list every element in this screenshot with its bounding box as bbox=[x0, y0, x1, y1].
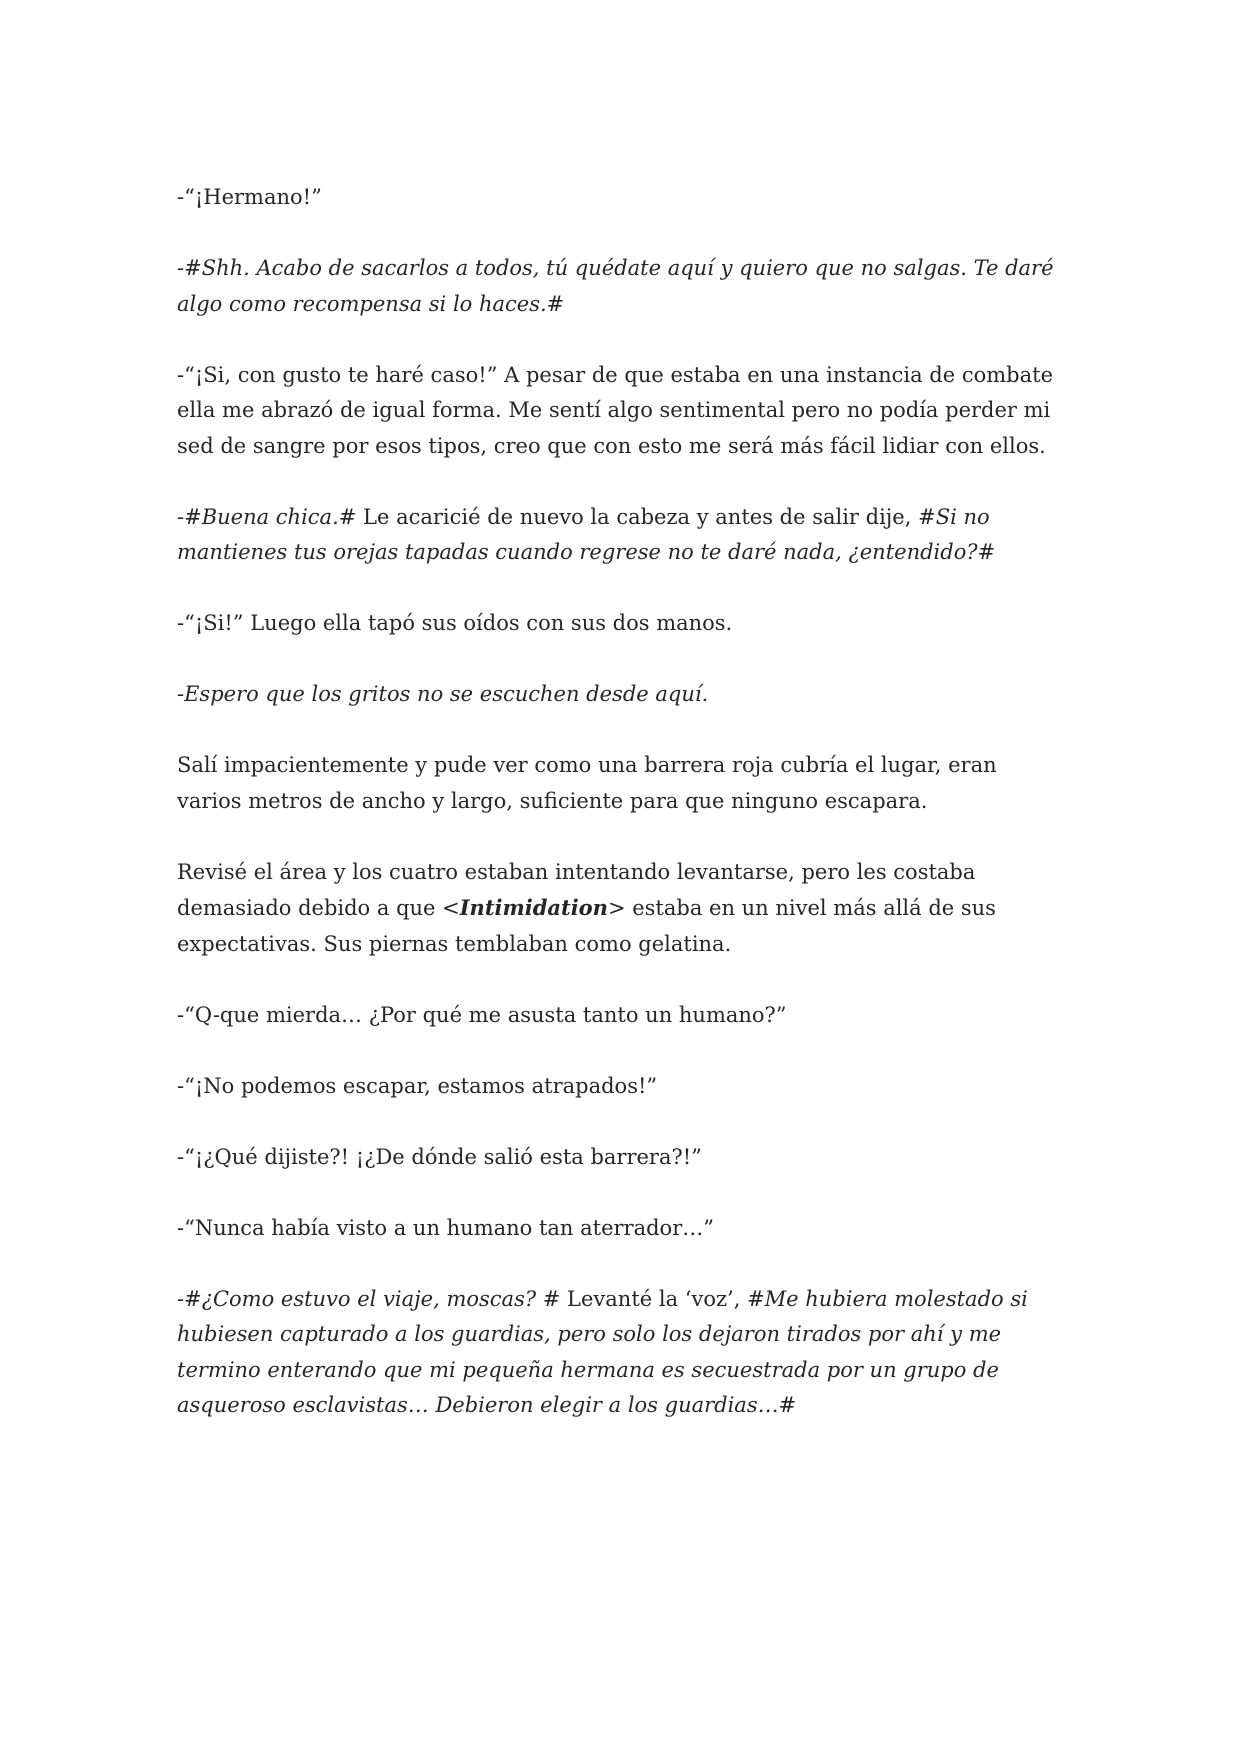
paragraph-6 bbox=[177, 677, 1067, 713]
dialogue-text: -“¡Si!” Luego ella tapó sus oídos con sus dos manos. bbox=[177, 611, 733, 635]
paragraph-11 bbox=[177, 1140, 1067, 1176]
narration-text: Salí impacientemente y pude ver como una barrera roja cubría el lugar, eran varios metros de ancho y largo, suficiente para que ninguno escapara. bbox=[177, 753, 997, 813]
paragraph-12 bbox=[177, 1211, 1067, 1247]
narration-text: Le acaricié de nuevo la cabeza y antes de salir dije, bbox=[356, 504, 919, 529]
skill-name: Intimidation bbox=[459, 895, 608, 920]
paragraph-4 bbox=[177, 500, 1067, 571]
paragraph-3 bbox=[177, 358, 1067, 465]
thought-text: -#¿Como estuvo el viaje, moscas? # bbox=[177, 1286, 561, 1311]
paragraph-1 bbox=[177, 180, 1067, 216]
dialogue-text: -“¡No podemos escapar, estamos atrapados!” bbox=[177, 1073, 658, 1098]
narration-text: -“¡Si, con gusto te haré caso!” A pesar de que estaba en una instancia de combate ella me abrazó de igual forma. Me sentí algo sentimental pero no podía perder mi sed de sangre por esos tipos, creo que con esto me será más fácil lidiar con ellos. bbox=[177, 362, 1053, 458]
narration-text: Revisé el área y los cuatro estaban intentando levantarse, pero les costaba demasiado debido a que < bbox=[177, 859, 976, 920]
thought-text: -Espero que los gritos no se escuchen desde aquí. bbox=[177, 682, 709, 706]
paragraph-13 bbox=[177, 1282, 1067, 1424]
dialogue-text: -“Nunca había visto a un humano tan aterrador…” bbox=[177, 1215, 714, 1240]
thought-text: -#Buena chica.# bbox=[177, 504, 357, 529]
thought-text: #Si no mantienes tus orejas tapadas cuando regrese no te daré nada, ¿entendido?# bbox=[177, 504, 996, 564]
paragraph-10 bbox=[177, 1069, 1067, 1105]
thought-text: -#Shh. Acabo de sacarlos a todos, tú quédate aquí y quiero que no salgas. Te daré algo como recompensa si lo haces.# bbox=[177, 256, 1054, 316]
text-body bbox=[177, 180, 1067, 1459]
dialogue-text: -“¡Hermano!” bbox=[177, 185, 322, 209]
paragraph-8 bbox=[177, 855, 1067, 963]
thought-text: #Me hubiera molestado si hubiesen capturado a los guardias, pero solo los dejaron tirados por ahí y me termino enterando que mi pequeña hermana es secuestrada por un grupo de asqueroso esclavistas… Debieron elegir a los guardias…# bbox=[177, 1286, 1028, 1417]
paragraph-5 bbox=[177, 606, 1067, 642]
paragraph-9 bbox=[177, 998, 1067, 1034]
paragraph-2 bbox=[177, 251, 1067, 322]
narration-text: Levanté la ‘voz’, bbox=[560, 1286, 748, 1311]
narration-text: > estaba en un nivel más allá de sus expectativas. Sus piernas temblaban como gelatina. bbox=[177, 896, 996, 956]
paragraph-7 bbox=[177, 748, 1067, 819]
dialogue-text: -“¡¿Qué dijiste?! ¡¿De dónde salió esta barrera?!” bbox=[177, 1144, 702, 1169]
dialogue-text: -“Q-que mierda… ¿Por qué me asusta tanto un humano?” bbox=[177, 1002, 787, 1027]
